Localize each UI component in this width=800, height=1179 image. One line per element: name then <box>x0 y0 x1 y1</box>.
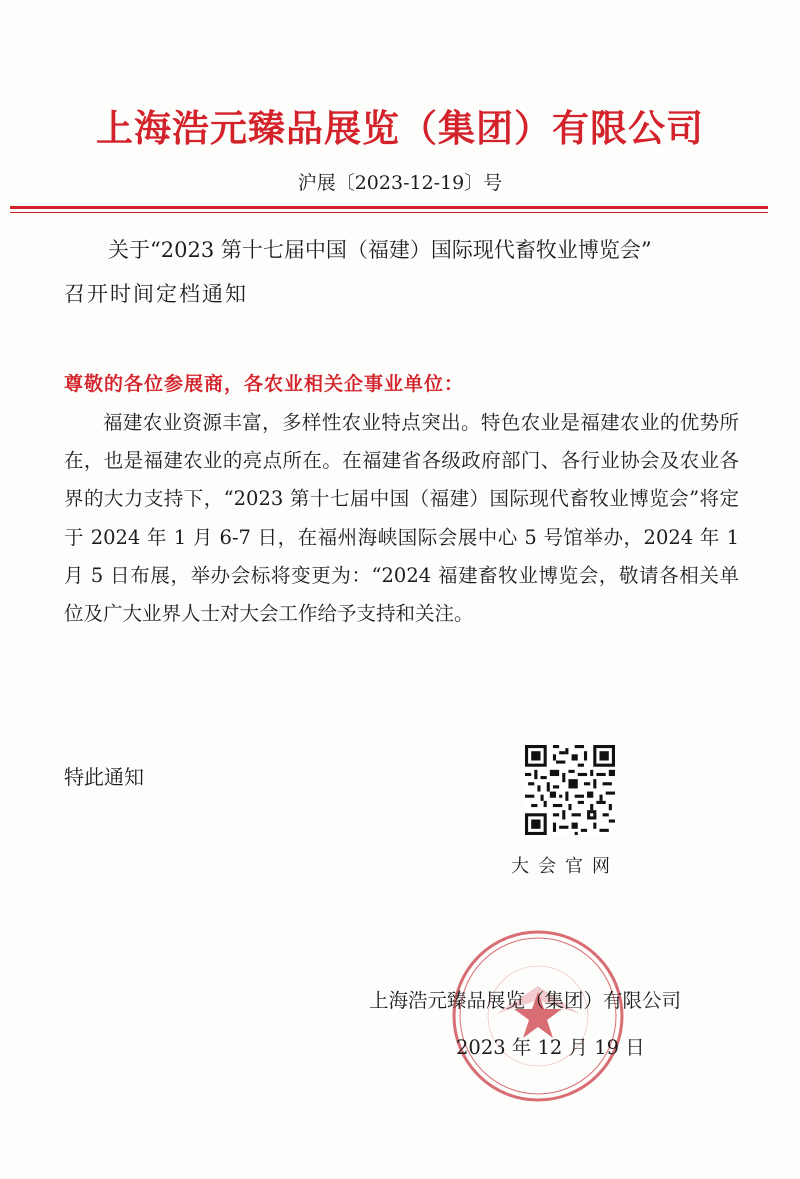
document-number: 沪展〔2023-12-19〕号 <box>297 172 503 194</box>
company-seal-icon <box>450 928 626 1104</box>
signature-organization: 上海浩元臻品展览（集团）有限公司 <box>369 989 682 1012</box>
qr-caption: 大会官网 <box>511 856 619 877</box>
signature-date: 2023 年 12 月 19 日 <box>456 1036 645 1059</box>
subject-line-2: 召开时间定档通知 <box>64 282 248 306</box>
closing-text: 特此通知 <box>64 765 144 789</box>
header-divider <box>10 206 768 214</box>
body-paragraph: 福建农业资源丰富，多样性农业特点突出。特色农业是福建农业的优势所在，也是福建农业的亮点所在。在福建省各级政府部门、各行业协会及农业各界的大力支持下，“2023 第十七届中国（福建）国际现代畜牧业博览会”将定于 2024 年 1 月 6-7 日，在福州海峡国际会展中心 5 号馆举办，2024 年 1 月 5 日布展，举办会标将变更为：“2024 福建畜牧业博览会，敬请各相关单位及广大业界人士对大会工作给予支持和关注。 <box>64 411 739 626</box>
salutation: 尊敬的各位参展商，各农业相关企事业单位： <box>64 373 465 395</box>
company-title: 上海浩元臻品展览（集团）有限公司 <box>96 107 704 150</box>
qr-code-icon <box>525 745 615 835</box>
subject-line-1: 关于“2023 第十七届中国（福建）国际现代畜牧业博览会” <box>108 238 652 262</box>
